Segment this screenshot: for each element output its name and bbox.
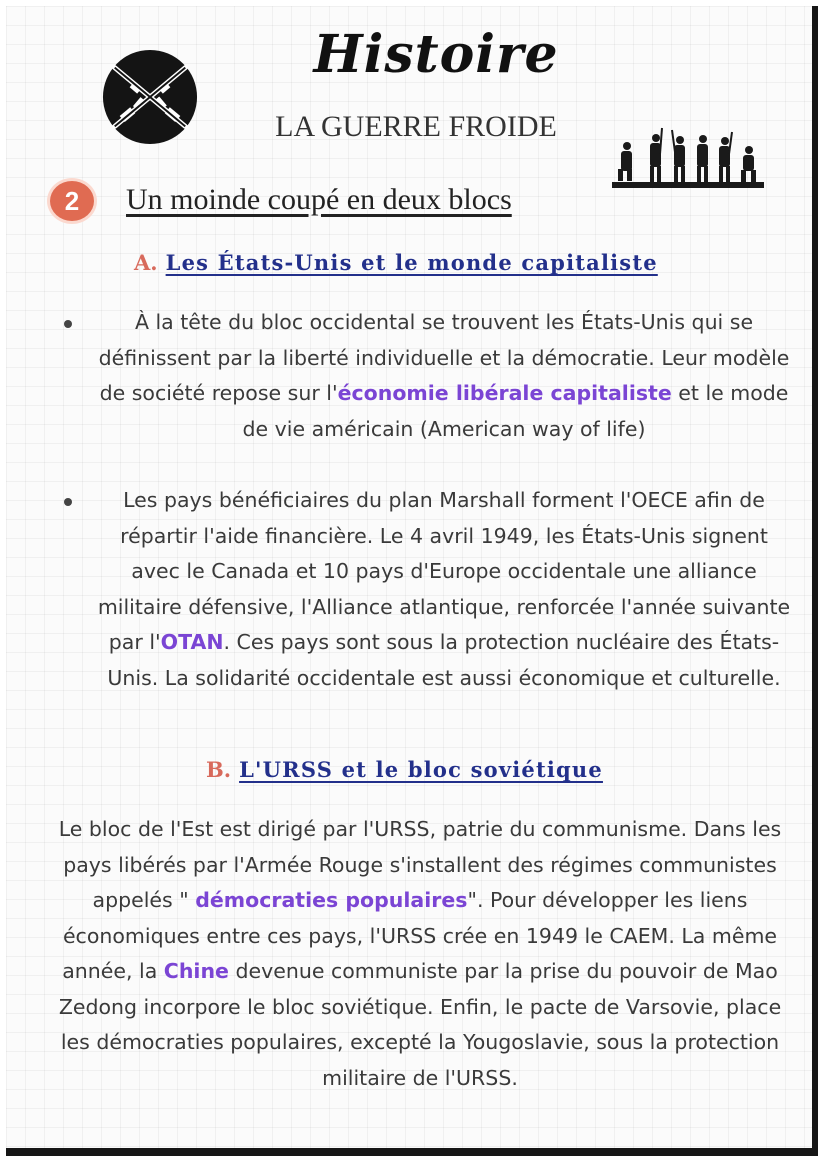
section-title: Un moinde coupé en deux blocs: [126, 183, 512, 216]
note-page: [6, 6, 818, 1156]
heading-part-b: [206, 757, 603, 782]
text-span: ". Pour développer les liens économiques entre ces pays, l'URSS crée en 1949 le CAEM. La même année, la: [62, 888, 778, 983]
bullet-dot-icon: [64, 320, 72, 328]
section-number-badge: 2: [50, 181, 94, 221]
text-span: À la tête du bloc occidental se trouvent les États-Unis qui se définissent par la liberté individuelle et la démocratie. Leur modèle de société repose sur l': [98, 310, 790, 405]
page-title: Histoire: [313, 24, 559, 85]
crossed-rifles-icon: [101, 48, 199, 146]
keyword-otan: OTAN: [160, 630, 224, 654]
soldiers-silhouette-icon: [612, 124, 764, 190]
text-span: Les pays bénéficiaires du plan Marshall forment l'OECE afin de répartir l'aide financière. Le 4 avril 1949, les États-Unis signent avec le Canada et 10 pays d'Europe occidentale une alliance militaire défensive, l'Alliance atlantique, renforcée l'année suivante par l': [97, 488, 791, 654]
keyword-chine: Chine: [163, 959, 229, 983]
keyword-economie-liberale: économie libérale capitaliste: [337, 381, 672, 405]
heading-part-a: [134, 250, 658, 275]
paragraph-part-b: [48, 812, 792, 1096]
heading-part-b-letter: B.: [206, 757, 232, 782]
text-span: devenue communiste par la prise du pouvoir de Mao Zedong incorpore le bloc soviétique. Enfin, le pacte de Varsovie, place les démocraties populaires, excepté la Yougoslavie, sous la protection militaire de l'URSS.: [58, 959, 782, 1090]
text-span: et le mode de vie américain (American way of life): [242, 381, 789, 441]
paragraph-bullet-1: [94, 305, 794, 447]
text-span: Le bloc de l'Est est dirigé par l'URSS, patrie du communisme. Dans les pays libérés par l'Armée Rouge s'installent des régimes communistes appelés ": [58, 817, 782, 912]
page-subtitle: LA GUERRE FROIDE: [275, 110, 557, 143]
paragraph-bullet-2: [94, 483, 794, 696]
heading-part-a-letter: A.: [134, 250, 158, 275]
heading-part-b-text: L'URSS et le bloc soviétique: [239, 757, 603, 782]
text-span: . Ces pays sont sous la protection nucléaire des États-Unis. La solidarité occidentale est aussi économique et culturelle.: [107, 630, 781, 690]
keyword-democraties-populaires: démocraties populaires: [195, 888, 468, 912]
heading-part-a-text: Les États-Unis et le monde capitaliste: [165, 250, 658, 275]
bullet-dot-icon: [64, 498, 72, 506]
